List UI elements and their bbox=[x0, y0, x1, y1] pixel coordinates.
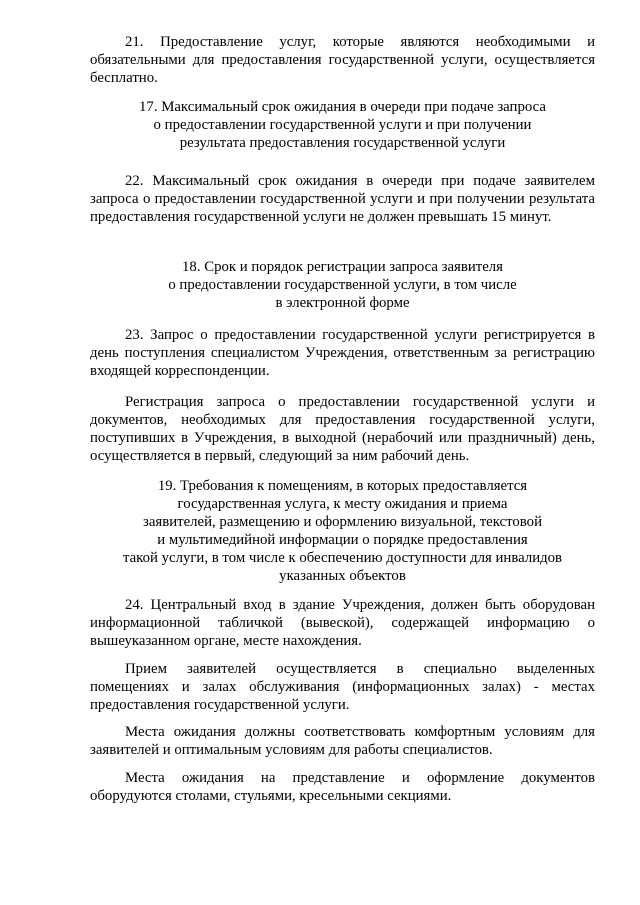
paragraph-24-furniture: Места ожидания на представление и оформление документов оборудуются столами, стульями, кресельными секциями. bbox=[90, 770, 595, 804]
heading-line: 17. Максимальный срок ожидания в очереди при подаче запроса bbox=[139, 99, 546, 115]
heading-line: о предоставлении государственной услуги, в том числе bbox=[168, 277, 517, 293]
heading-line: и мультимедийной информации о порядке предоставления bbox=[157, 532, 528, 548]
heading-18 bbox=[90, 258, 595, 312]
heading-line: результата предоставления государственной услуги bbox=[179, 135, 506, 151]
heading-line: государственная услуга, к месту ожидания и приема bbox=[177, 496, 508, 512]
heading-line: о предоставлении государственной услуги и при получении bbox=[153, 117, 532, 133]
heading-line: в электронной форме bbox=[275, 295, 410, 311]
paragraph-23: 23. Запрос о предоставлении государственной услуги регистрируется в день поступления специалистом Учреждения, ответственным за регистрацию входящей корреспонденции. bbox=[90, 327, 595, 379]
paragraph-21: 21. Предоставление услуг, которые являются необходимыми и обязательными для предоставления государственной услуги, осуществляется бесплатно. bbox=[90, 34, 595, 86]
heading-19 bbox=[90, 477, 595, 585]
heading-17 bbox=[90, 98, 595, 152]
heading-line: заявителей, размещению и оформлению визуальной, текстовой bbox=[143, 514, 542, 530]
paragraph-22: 22. Максимальный срок ожидания в очереди при подаче заявителем запроса о предоставлении государственной услуги и при получении результата предоставления государственной услуги не должен превышать 15 минут. bbox=[90, 173, 595, 225]
paragraph-24: 24. Центральный вход в здание Учреждения, должен быть оборудован информационной табличкой (вывеской), содержащей информацию о вышеуказанном органе, месте нахождения. bbox=[90, 597, 595, 649]
paragraph-24-waiting-areas: Места ожидания должны соответствовать комфортным условиям для заявителей и оптимальным условиям для работы специалистов. bbox=[90, 724, 595, 758]
paragraph-23-registration: Регистрация запроса о предоставлении государственной услуги и документов, необходимых для предоставления государственной услуги, поступивших в Учреждения, в выходной (нерабочий или праздничный) день, осуществляется в первый, следующий за ним рабочий день. bbox=[90, 394, 595, 464]
heading-line: указанных объектов bbox=[279, 568, 406, 584]
heading-line: такой услуги, в том числе к обеспечению доступности для инвалидов bbox=[122, 550, 563, 566]
heading-line: 19. Требования к помещениям, в которых предоставляется bbox=[157, 478, 528, 494]
paragraph-24-reception: Прием заявителей осуществляется в специально выделенных помещениях и залах обслуживания (информационных залах) - местах предоставления государственной услуги. bbox=[90, 661, 595, 713]
heading-line: 18. Срок и порядок регистрации запроса заявителя bbox=[182, 259, 503, 275]
